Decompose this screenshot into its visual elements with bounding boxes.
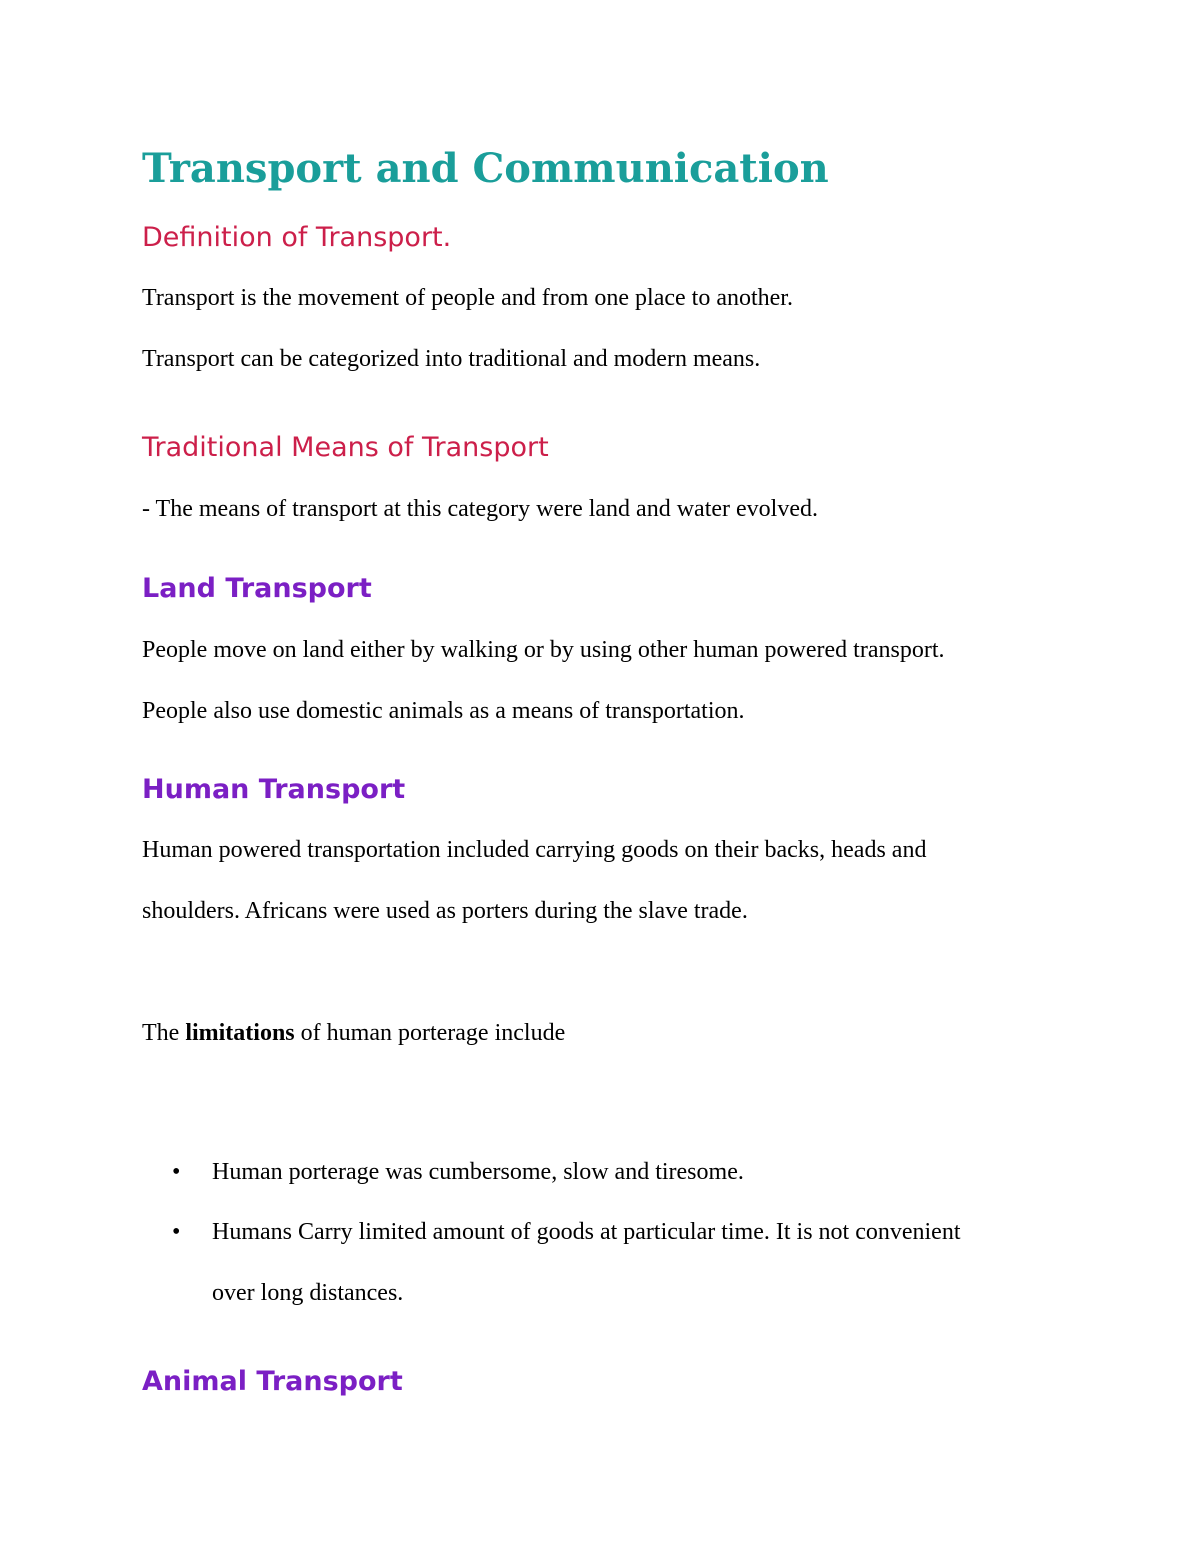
- bullet-2-line-1: Humans Carry limited amount of goods at particular time. It is not convenient: [212, 1219, 961, 1245]
- human-line-1: Human powered transportation included carrying goods on their backs, heads and: [142, 837, 927, 863]
- limitations-intro: [142, 1016, 565, 1050]
- human-transport-heading: Human Transport: [142, 774, 406, 805]
- definition-heading: Definition of Transport.: [142, 222, 452, 253]
- definition-line-1: Transport is the movement of people and from one place to another.: [142, 285, 793, 311]
- human-line-2: shoulders. Africans were used as porters during the slave trade.: [142, 898, 748, 924]
- land-transport-heading: Land Transport: [142, 573, 372, 604]
- bullet-1-line-1: Human porterage was cumbersome, slow and tiresome.: [212, 1159, 744, 1185]
- traditional-line: - The means of transport at this category were land and water evolved.: [142, 496, 818, 522]
- limitations-intro-after: of human porterage include: [294, 1020, 566, 1046]
- limitations-intro-bold: limitations: [185, 1020, 295, 1046]
- bullet-marker: •: [172, 1219, 181, 1245]
- land-line-1: People move on land either by walking or by using other human powered transport.: [142, 637, 945, 663]
- bullet-marker: •: [172, 1159, 181, 1185]
- bullet-2-line-2: over long distances.: [212, 1280, 404, 1306]
- land-line-2: People also use domestic animals as a means of transportation.: [142, 698, 745, 724]
- traditional-heading: Traditional Means of Transport: [142, 432, 549, 463]
- limitations-intro-before: The: [142, 1020, 186, 1046]
- animal-transport-heading: Animal Transport: [142, 1366, 403, 1397]
- page-title: Transport and Communication: [142, 145, 829, 192]
- definition-line-2: Transport can be categorized into traditional and modern means.: [142, 346, 761, 372]
